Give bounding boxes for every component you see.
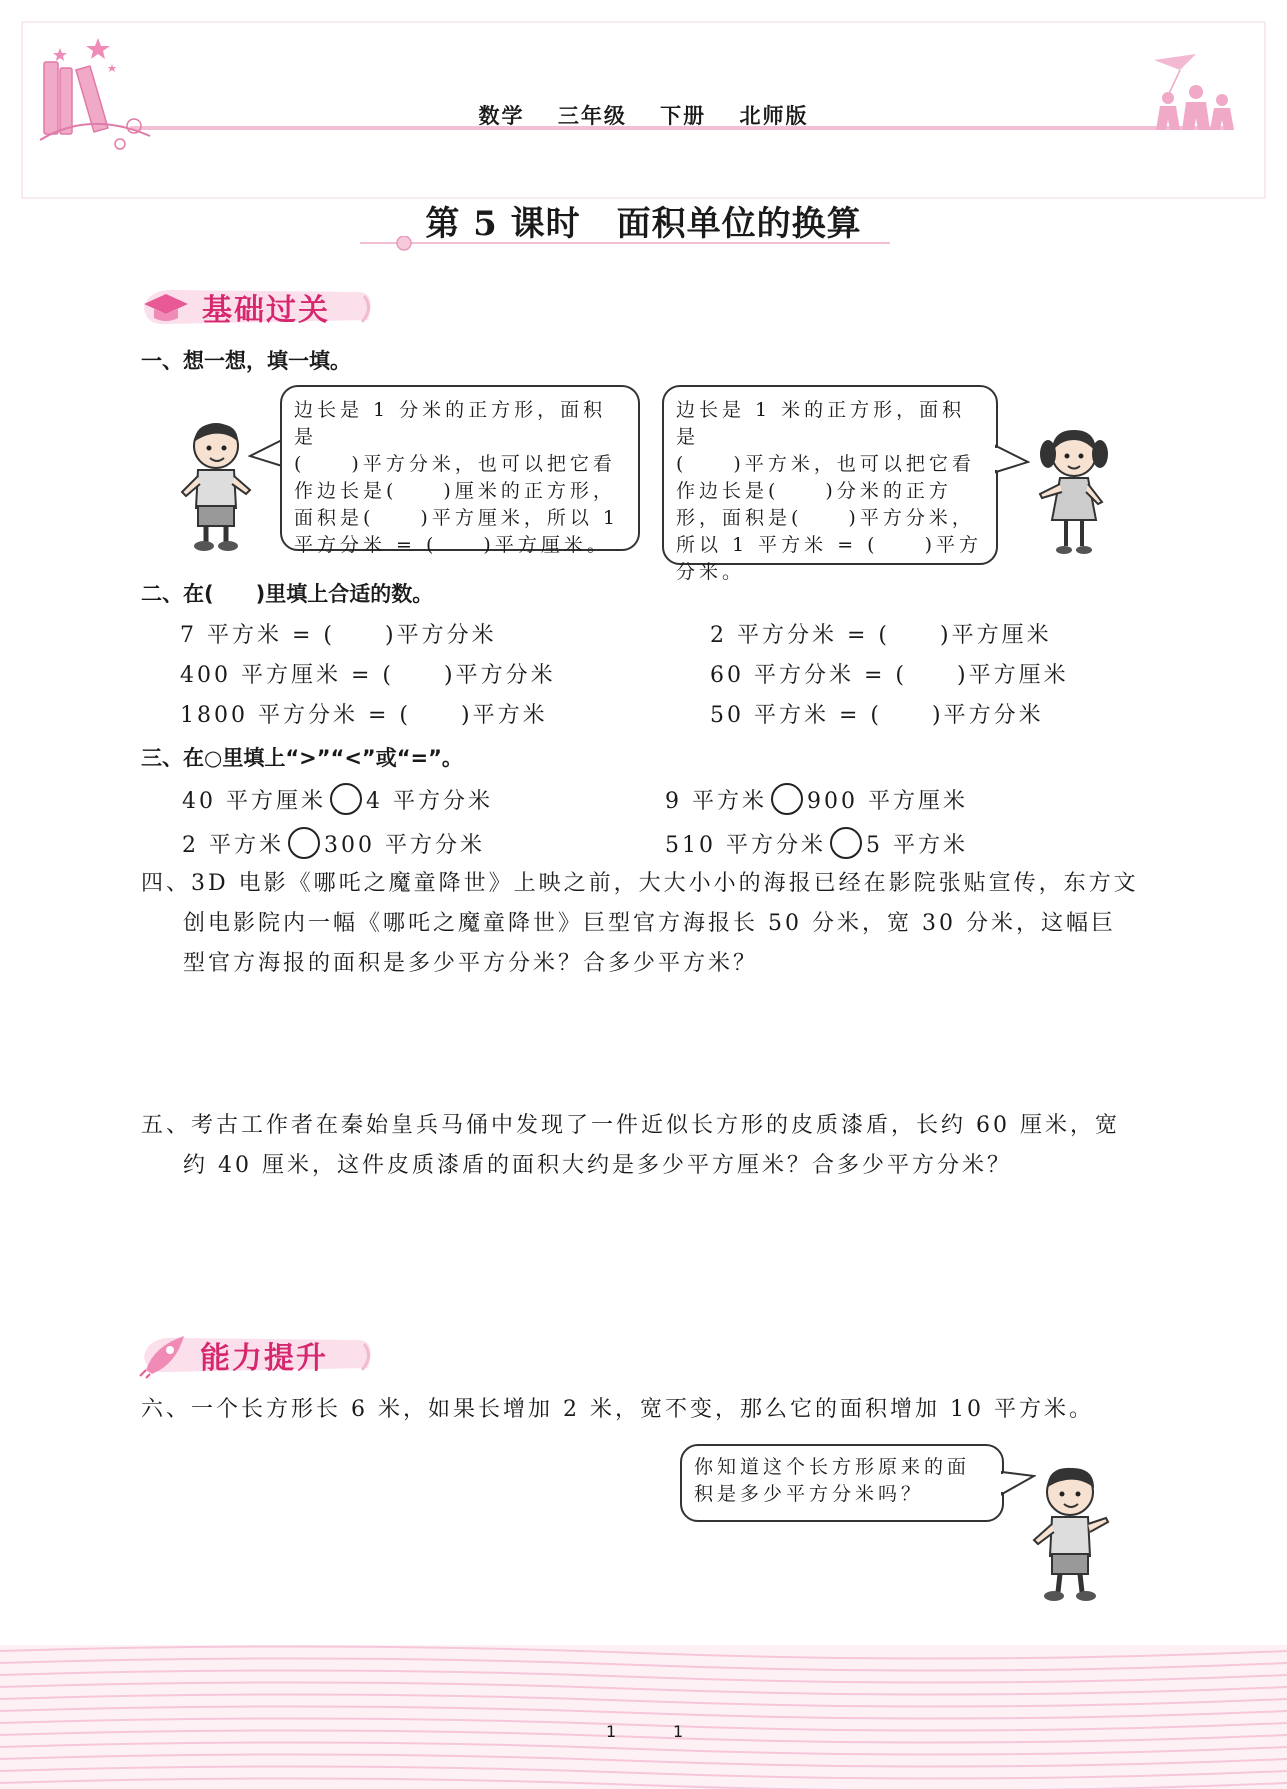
q3-item-1-left: 40 平方厘米 (182, 789, 326, 814)
q2-item-1: 7 平方米 = ( )平方分米 (180, 623, 497, 648)
lesson-topic: 面积单位的换算 (616, 204, 862, 244)
q3-item-3 (182, 828, 485, 862)
footer-wave-band (0, 1645, 1287, 1789)
compare-circle-blank[interactable] (771, 783, 803, 815)
question-6: 六、一个长方形长 6 米，如果长增加 2 米，宽不变，那么它的面积增加 10 平方米。 (141, 1397, 1094, 1422)
q3-item-3-left: 2 平方米 (182, 833, 284, 858)
lesson-title-underline (360, 236, 900, 252)
speech-bubble-tail-left (248, 436, 284, 472)
q4-line-2: 创电影院内一幅《哪吒之魔童降世》巨型官方海报长 50 分米，宽 30 分米，这幅巨 (183, 911, 1116, 936)
question-2-heading: 二、在( )里填上合适的数。 (141, 582, 434, 606)
q3-item-4-left: 510 平方分米 (665, 833, 826, 858)
section-title-basic: 基础过关 (202, 293, 330, 328)
q3-item-2-left: 9 平方米 (665, 789, 767, 814)
section-title-advanced: 能力提升 (200, 1341, 328, 1376)
question-4 (141, 864, 1151, 984)
q5-line-1: 五、考古工作者在秦始皇兵马俑中发现了一件近似长方形的皮质漆盾，长约 60 厘米，宽 (141, 1113, 1120, 1138)
q4-line-3: 型官方海报的面积是多少平方分米？合多少平方米？ (183, 951, 759, 976)
bubble-right-line-4: 形，面积是( )平方分米， (676, 507, 975, 529)
bubble-right-line-5: 所以 1 平方米 = ( )平方 (676, 534, 982, 556)
q3-item-4-right: 5 平方米 (866, 833, 968, 858)
q3-item-4 (665, 828, 968, 862)
q3-item-1 (182, 784, 493, 818)
q2-item-2: 2 平方分米 = ( )平方厘米 (710, 623, 1052, 648)
bubble-left-line-4: 面积是( )平方厘米，所以 1 (294, 507, 619, 529)
compare-circle-blank[interactable] (830, 827, 862, 859)
q4-line-1: 四、3D 电影《哪吒之魔童降世》上映之前，大大小小的海报已经在影院张贴宣传，东方文 (141, 871, 1139, 896)
q3-item-2-right: 900 平方厘米 (807, 789, 968, 814)
boy-cartoon-icon (1024, 1462, 1114, 1604)
bubble-right-line-1: 边长是 1 米的正方形，面积是 (676, 399, 966, 448)
bubble-right-line-6: 分米。 (676, 561, 746, 583)
bubble-q6-line-2: 积是多少平方分米吗？ (694, 1483, 925, 1505)
bubble-right-line-2: ( )平方米，也可以把它看 (676, 453, 975, 475)
q3-item-1-right: 4 平方分米 (366, 789, 493, 814)
speech-bubble-left (280, 385, 640, 556)
bubble-left-line-5: 平方分米 = ( )平方厘米。 (294, 534, 610, 556)
bubble-left-line-2: ( )平方分米，也可以把它看 (294, 453, 616, 475)
page-number-right: 1 (673, 1722, 684, 1741)
girl-cartoon-icon (1030, 424, 1114, 560)
header-subject: 数学 (478, 104, 525, 128)
bubble-right-line-3: 作边长是( )分米的正方 (676, 480, 952, 502)
header-volume: 下册 (660, 104, 707, 128)
compare-circle-blank[interactable] (330, 783, 362, 815)
q5-line-2: 约 40 厘米，这件皮质漆盾的面积大约是多少平方厘米？合多少平方分米？ (183, 1153, 1012, 1178)
q2-item-6: 50 平方米 = ( )平方分米 (710, 703, 1044, 728)
speech-bubble-right (662, 385, 998, 583)
bubble-left-line-1: 边长是 1 分米的正方形，面积是 (294, 399, 607, 448)
q2-item-5: 1800 平方分米 = ( )平方米 (180, 703, 548, 728)
speech-bubble-q6 (680, 1444, 1004, 1522)
header-grade: 三年级 (557, 104, 627, 128)
page-number-left: 1 (606, 1722, 617, 1741)
speech-bubble-tail-right (994, 442, 1030, 478)
lesson-number: 第 5 课时 (425, 204, 581, 244)
question-3-heading: 三、在○里填上“>”“<”或“=”。 (141, 746, 463, 770)
q3-item-3-right: 300 平方分米 (324, 833, 485, 858)
question-1-heading: 一、想一想，填一填。 (141, 349, 351, 373)
q3-item-2 (665, 784, 968, 818)
bubble-q6-line-1: 你知道这个长方形原来的面 (694, 1456, 971, 1478)
book-header-title (0, 100, 1287, 130)
q2-item-3: 400 平方厘米 = ( )平方分米 (180, 663, 556, 688)
header-edition: 北师版 (739, 104, 809, 128)
question-5 (141, 1106, 1151, 1186)
bubble-left-line-3: 作边长是( )厘米的正方形， (294, 480, 616, 502)
compare-circle-blank[interactable] (288, 827, 320, 859)
q2-item-4: 60 平方分米 = ( )平方厘米 (710, 663, 1069, 688)
